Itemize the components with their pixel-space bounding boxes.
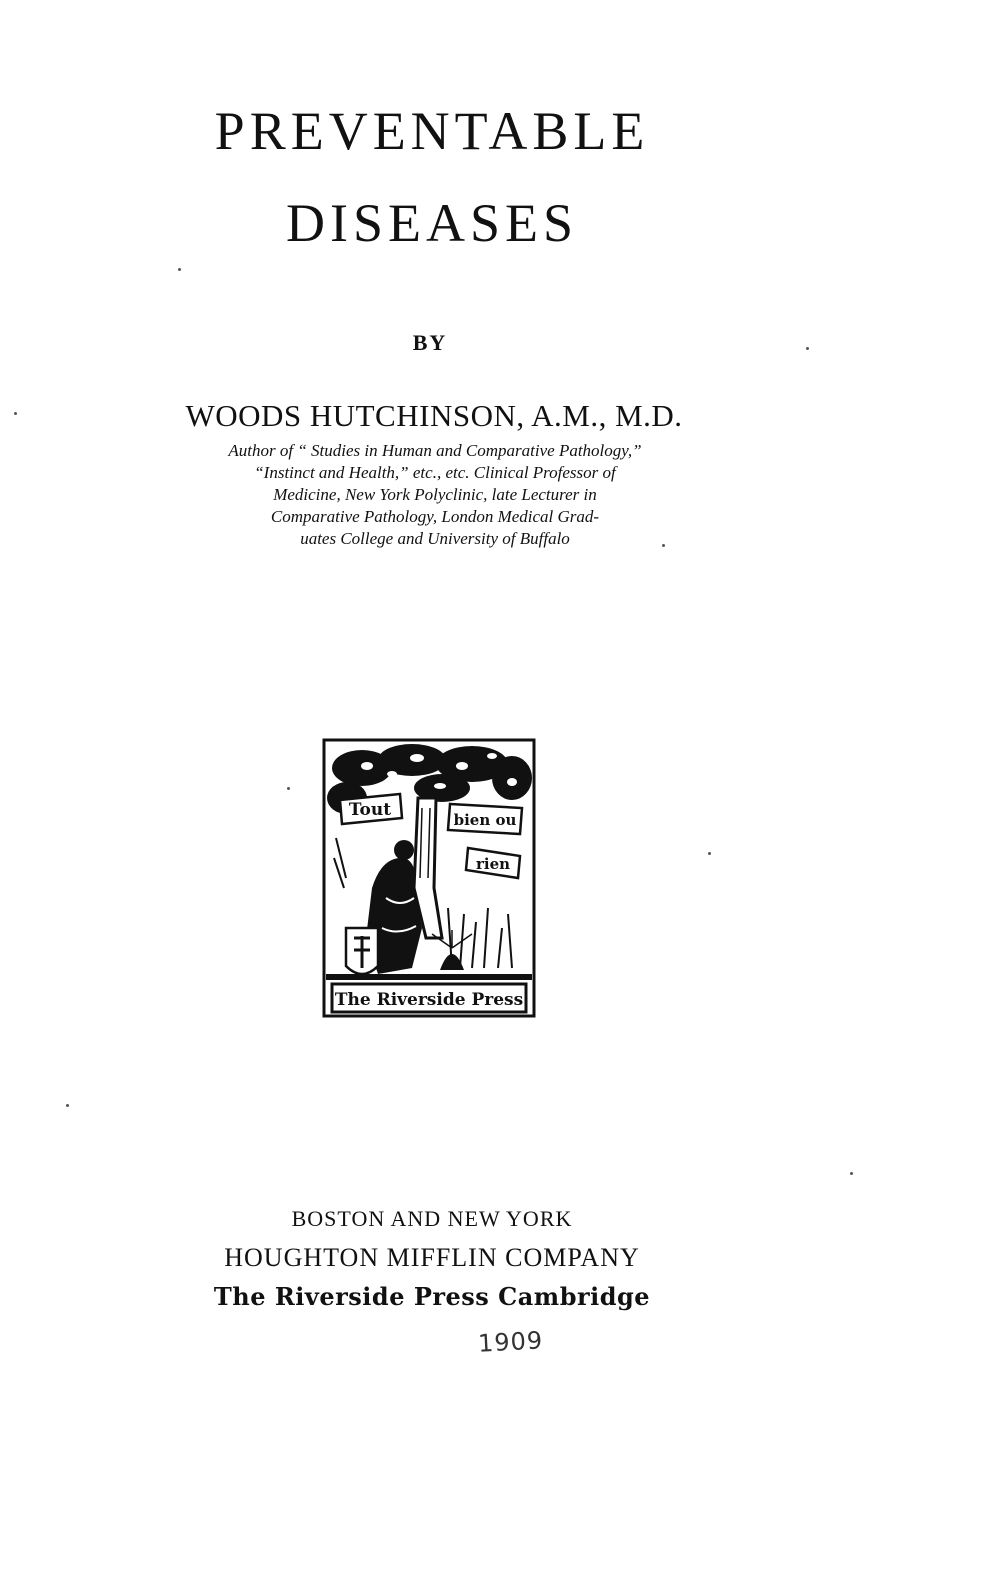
credentials-line: uates College and University of Buffalo [300, 529, 570, 548]
credentials-line: Author of “ Studies in Human and Comparative Pathology,” [228, 441, 642, 460]
paper-speck [708, 852, 711, 855]
author-name: WOODS HUTCHINSON, A.M., M.D. [185, 398, 683, 433]
book-title-line-2: DISEASES [285, 193, 579, 253]
credentials-line: Medicine, New York Polyclinic, late Lecturer in [273, 485, 597, 504]
device-banner-word: Tout [348, 800, 392, 820]
paper-speck [806, 347, 809, 350]
device-press-mark: The Riverside Press [334, 990, 524, 1010]
book-title-line-1: PREVENTABLE [214, 101, 650, 161]
device-banner-word: rien [475, 855, 511, 873]
riverside-press-device-icon [322, 738, 536, 1018]
publisher-name: HOUGHTON MIFFLIN COMPANY [224, 1243, 640, 1272]
handwritten-year: 1909 [477, 1326, 544, 1358]
press-imprint: The Riverside Press Cambridge [213, 1282, 651, 1311]
device-banner-word: bien ou [453, 811, 517, 829]
paper-speck [178, 268, 181, 271]
publication-place: BOSTON AND NEW YORK [291, 1206, 573, 1231]
author-credentials [140, 440, 730, 550]
by-line: BY [412, 330, 448, 355]
paper-speck [850, 1172, 853, 1175]
credentials-line: Comparative Pathology, London Medical Grad- [270, 507, 600, 526]
paper-speck [287, 787, 290, 790]
paper-speck [662, 544, 665, 547]
paper-speck [14, 412, 17, 415]
paper-speck [66, 1104, 69, 1107]
credentials-line: “Instinct and Health,” etc., etc. Clinical Professor of [254, 463, 616, 482]
